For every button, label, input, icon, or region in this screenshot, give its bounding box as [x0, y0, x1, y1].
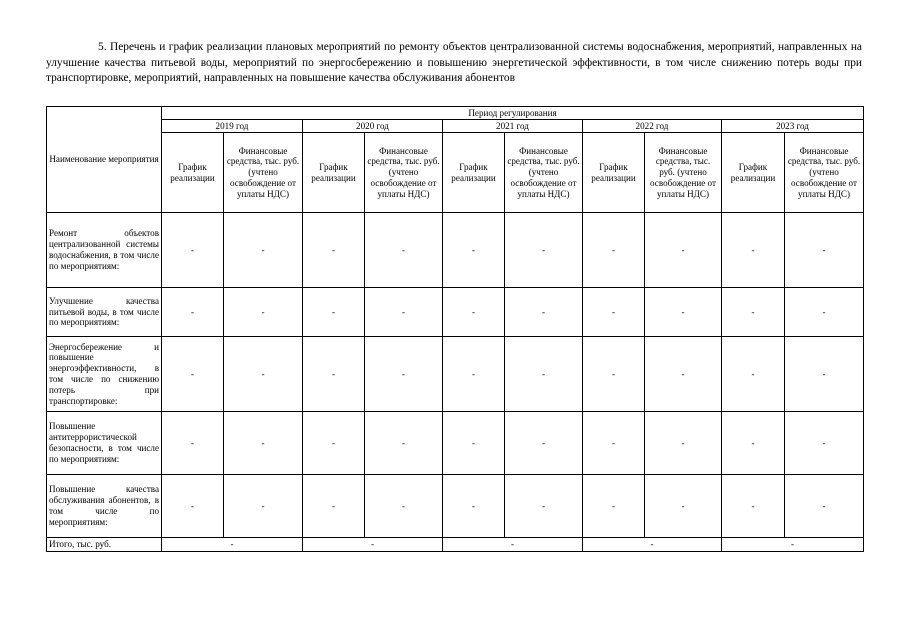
- table-cell: -: [722, 412, 785, 475]
- table-row: [47, 213, 864, 288]
- schedule-header: График реализации: [303, 133, 365, 213]
- header-row-subcolumns: [47, 133, 864, 213]
- table-cell: -: [303, 337, 365, 412]
- finance-header: Финансовые средства, тыс. руб. (учтено освобождение от уплаты НДС): [365, 133, 443, 213]
- table-cell: -: [645, 412, 722, 475]
- table-cell: -: [443, 288, 505, 337]
- table-row: [47, 412, 864, 475]
- table-cell: -: [224, 475, 303, 538]
- finance-header: Финансовые средства, тыс. руб. (учтено освобождение от уплаты НДС): [785, 133, 864, 213]
- row-name: Энергосбережение и повышение энергоэффективности, в том числе по снижению потерь при транспортировке:: [47, 337, 162, 412]
- schedule-header: График реализации: [722, 133, 785, 213]
- total-row: [47, 538, 864, 552]
- table-cell: -: [505, 213, 583, 288]
- row-name: Повышение антитеррористической безопасности, в том числе по мероприятиям:: [47, 412, 162, 475]
- table-cell: -: [583, 412, 645, 475]
- year-header-2023: 2023 год: [722, 120, 864, 133]
- table-cell: -: [785, 412, 864, 475]
- table-cell: -: [443, 213, 505, 288]
- table-cell: -: [645, 475, 722, 538]
- table-cell: -: [365, 337, 443, 412]
- total-label: Итого, тыс. руб.: [47, 538, 162, 552]
- table-cell: -: [505, 412, 583, 475]
- table-cell: -: [365, 213, 443, 288]
- table-cell: -: [224, 337, 303, 412]
- table-cell: -: [722, 337, 785, 412]
- table-cell: -: [162, 288, 224, 337]
- name-column-header: Наименование мероприятия: [47, 107, 162, 213]
- table-cell: -: [303, 475, 365, 538]
- row-name: Повышение качества обслуживания абонентов, в том числе по мероприятиям:: [47, 475, 162, 538]
- table-cell: -: [722, 475, 785, 538]
- header-row-period: [47, 107, 864, 120]
- total-cell-2021: -: [443, 538, 583, 552]
- row-name: Улучшение качества питьевой воды, в том числе по мероприятиям:: [47, 288, 162, 337]
- section-heading: 5. Перечень и график реализации плановых мероприятий по ремонту объектов централизованной системы водоснабжения, мероприятий, направленных на улучшение качества питьевой воды, мероприятий по энергосбережению и повышению энергетической эффективности, в том числе снижению потерь воды при транспортировке, мероприятий, направленных на повышение качества обслуживания абонентов: [46, 41, 862, 84]
- total-cell-2022: -: [583, 538, 722, 552]
- table-cell: -: [785, 475, 864, 538]
- total-cell-2019: -: [162, 538, 303, 552]
- year-header-2020: 2020 год: [303, 120, 443, 133]
- year-header-2022: 2022 год: [583, 120, 722, 133]
- table-cell: -: [365, 475, 443, 538]
- table-cell: -: [365, 288, 443, 337]
- table-cell: -: [505, 337, 583, 412]
- table-cell: -: [645, 213, 722, 288]
- table-cell: -: [785, 288, 864, 337]
- table-row: [47, 288, 864, 337]
- table-cell: -: [224, 213, 303, 288]
- table-cell: -: [303, 412, 365, 475]
- table-cell: -: [162, 337, 224, 412]
- table-cell: -: [785, 337, 864, 412]
- table-cell: -: [505, 475, 583, 538]
- total-cell-2020: -: [303, 538, 443, 552]
- table-cell: -: [645, 337, 722, 412]
- schedule-header: График реализации: [443, 133, 505, 213]
- finance-header: Финансовые средства, тыс. руб. (учтено освобождение от уплаты НДС): [645, 133, 722, 213]
- table-cell: -: [443, 412, 505, 475]
- table-row: [47, 475, 864, 538]
- table-cell: -: [303, 213, 365, 288]
- schedule-header: График реализации: [162, 133, 224, 213]
- table-cell: -: [224, 288, 303, 337]
- table-cell: -: [443, 475, 505, 538]
- total-cell-2023: -: [722, 538, 864, 552]
- finance-header: Финансовые средства, тыс. руб. (учтено освобождение от уплаты НДС): [224, 133, 303, 213]
- table-cell: -: [785, 213, 864, 288]
- finance-header: Финансовые средства, тыс. руб. (учтено освобождение от уплаты НДС): [505, 133, 583, 213]
- table-cell: -: [583, 288, 645, 337]
- table-cell: -: [443, 337, 505, 412]
- table-cell: -: [303, 288, 365, 337]
- table-cell: -: [645, 288, 722, 337]
- row-name: Ремонт объектов централизованной системы водоснабжения, в том числе по мероприятиям:: [47, 213, 162, 288]
- table-row: [47, 337, 864, 412]
- schedule-header: График реализации: [583, 133, 645, 213]
- header-row-years: [47, 120, 864, 133]
- table-cell: -: [583, 475, 645, 538]
- table-cell: -: [722, 288, 785, 337]
- table-cell: -: [365, 412, 443, 475]
- table-cell: -: [162, 475, 224, 538]
- activities-table: [46, 106, 864, 552]
- year-header-2021: 2021 год: [443, 120, 583, 133]
- table-cell: -: [722, 213, 785, 288]
- table-cell: -: [224, 412, 303, 475]
- table-cell: -: [583, 213, 645, 288]
- table-cell: -: [505, 288, 583, 337]
- period-header: Период регулирования: [162, 107, 864, 120]
- table-cell: -: [583, 337, 645, 412]
- table-cell: -: [162, 412, 224, 475]
- year-header-2019: 2019 год: [162, 120, 303, 133]
- table-cell: -: [162, 213, 224, 288]
